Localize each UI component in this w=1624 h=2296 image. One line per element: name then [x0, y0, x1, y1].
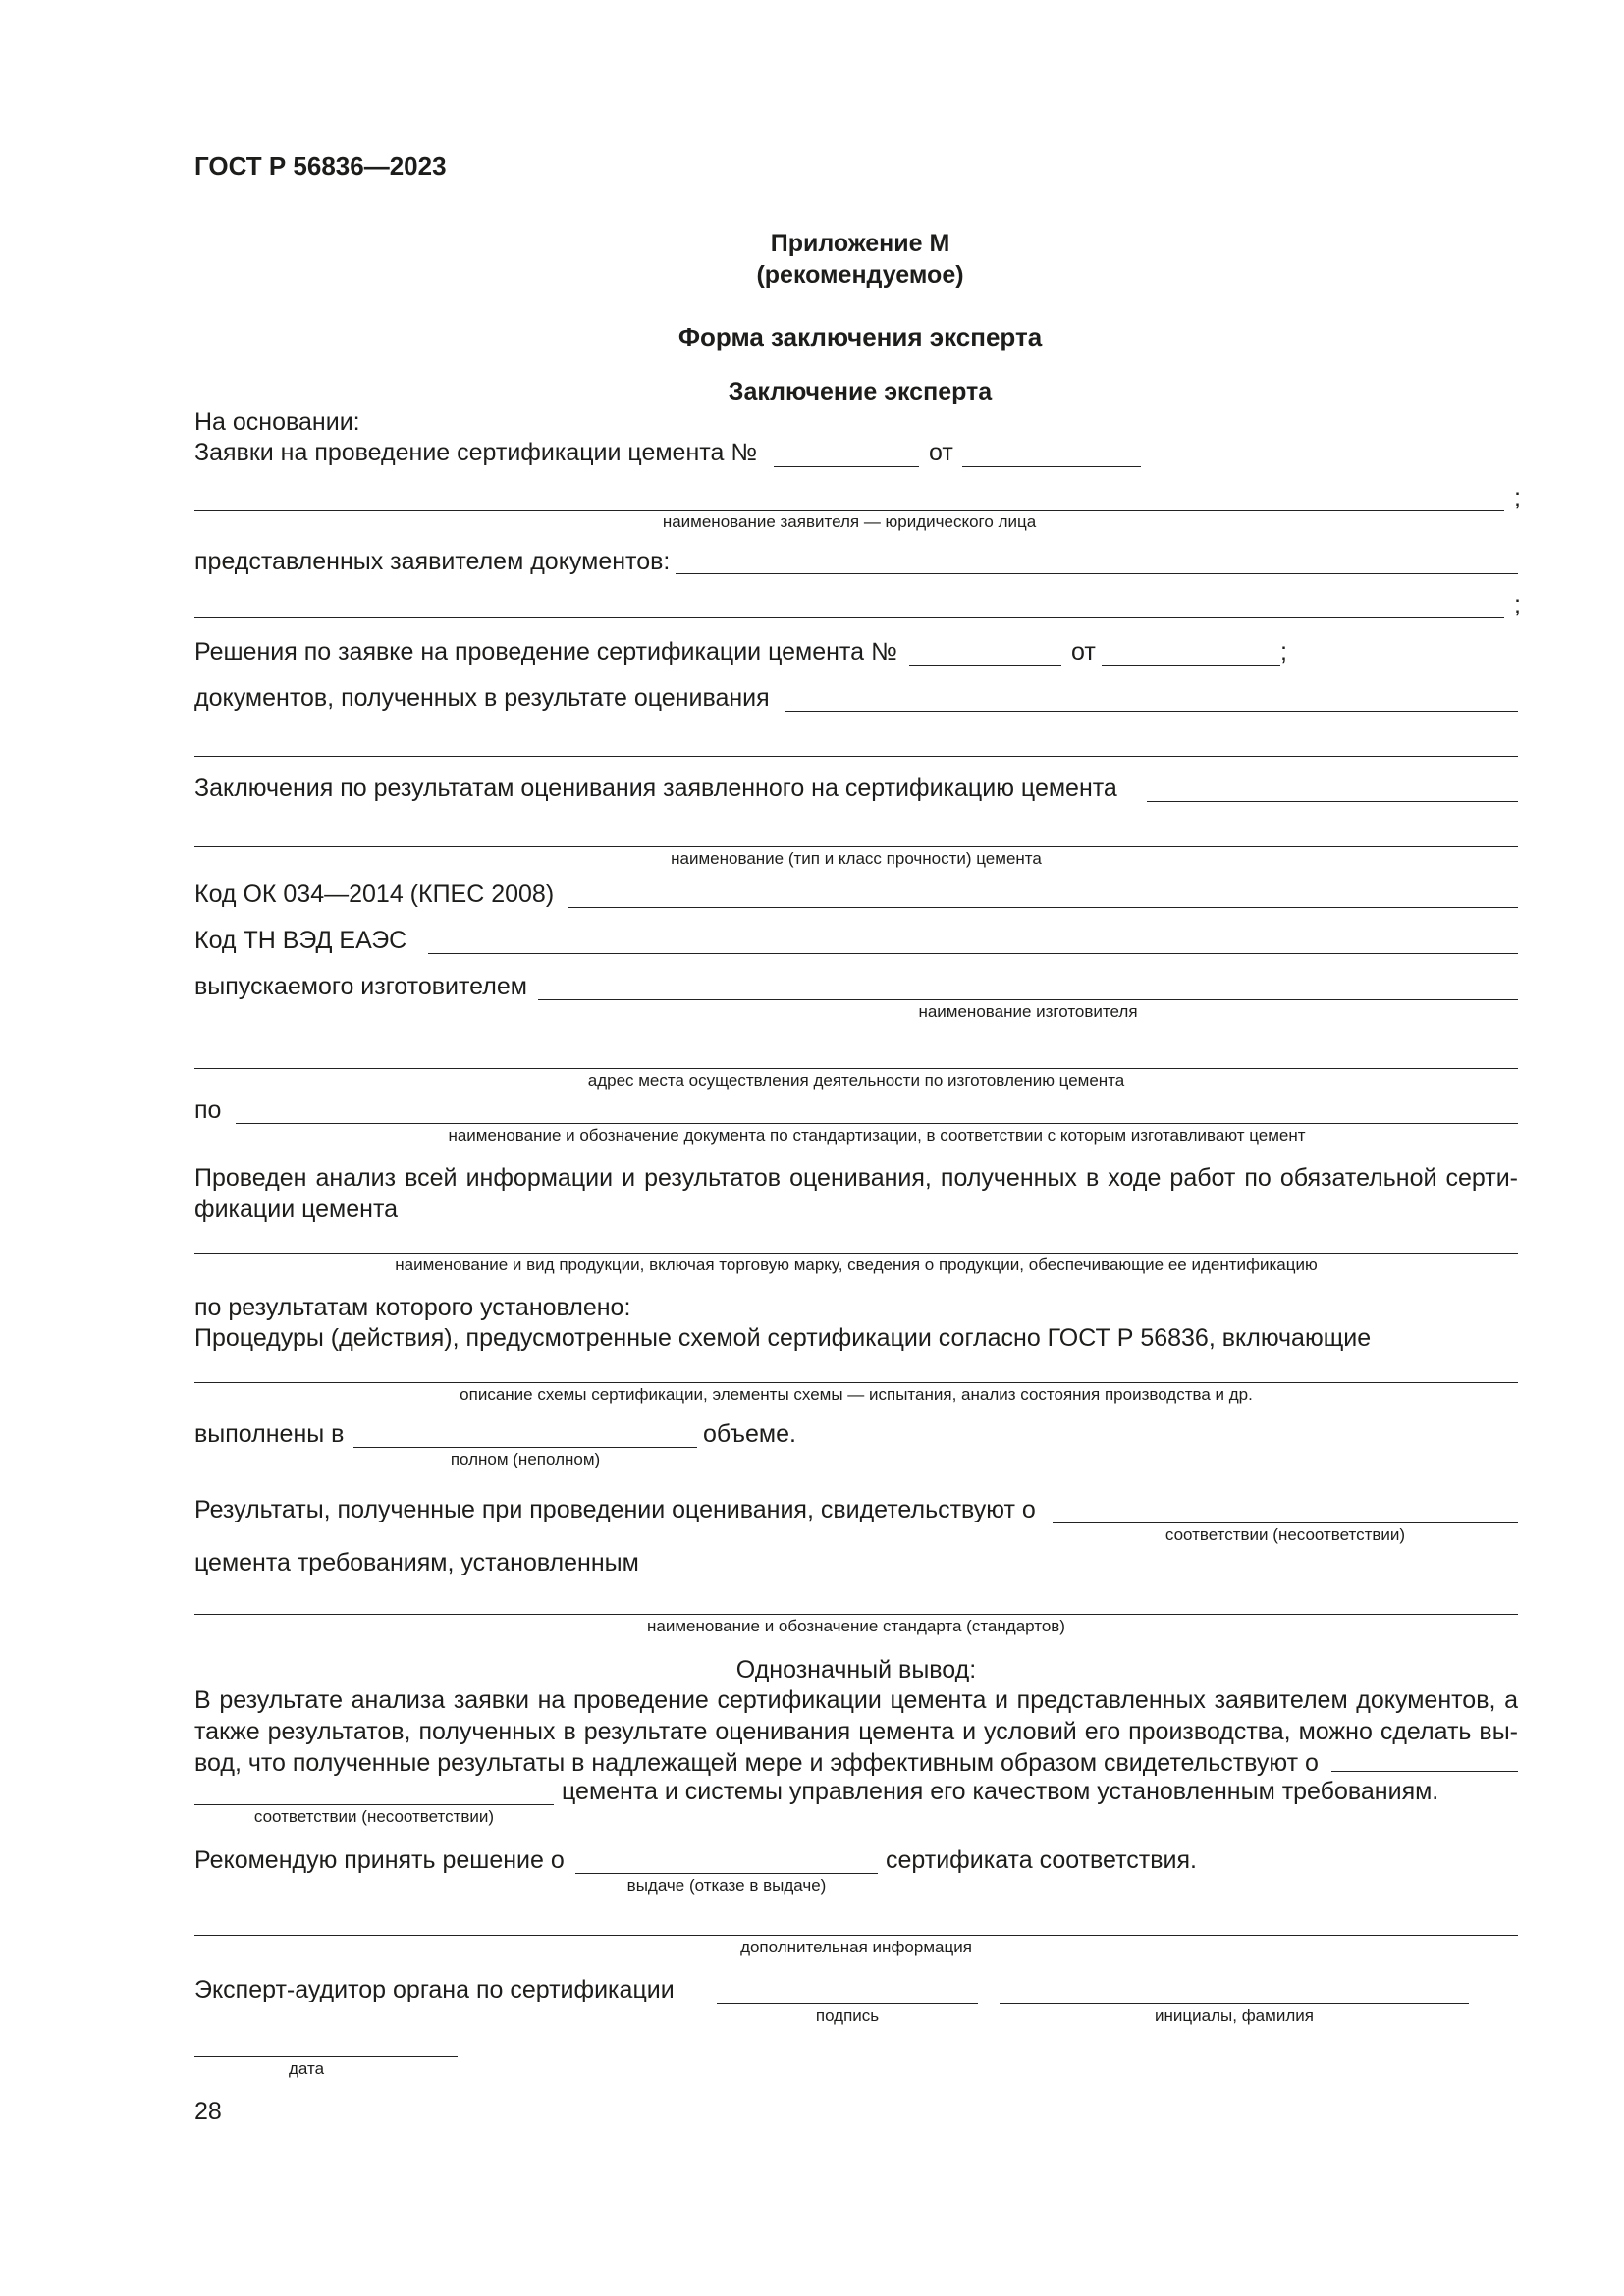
decision-from-label: от: [1071, 638, 1096, 666]
documents-field[interactable]: [676, 573, 1518, 574]
results-label: Результаты, полученные при проведении оценивания, свидетельствуют о: [194, 1496, 1036, 1523]
established-label: по результатам которого установлено:: [194, 1294, 631, 1321]
tnved-label: Код ТН ВЭД ЕАЭС: [194, 927, 407, 954]
basis-label: На основании:: [194, 408, 360, 436]
doc-title: Заключение эксперта: [728, 378, 993, 405]
appendix-title: Приложение М: [770, 230, 950, 257]
conclusions-field[interactable]: [1147, 801, 1518, 802]
volume-caption: полном (неполном): [450, 1450, 601, 1468]
manufacturer-field[interactable]: [538, 999, 1518, 1000]
form-title: Форма заключения эксперта: [677, 322, 1043, 351]
applicant-semicolon: ;: [1514, 484, 1521, 511]
tnved-field[interactable]: [428, 953, 1518, 954]
standards-field[interactable]: [194, 1614, 1518, 1615]
decision-label: Решения по заявке на проведение сертификации цемента №: [194, 638, 897, 666]
product-field[interactable]: [194, 1253, 1518, 1254]
product-caption: наименование и вид продукции, включая торговую марку, сведения о продукции, обеспечивающие ее идентификацию: [395, 1255, 1318, 1274]
page-number: 28: [194, 2098, 222, 2125]
scheme-caption: описание схемы сертификации, элементы схемы — испытания, анализ состояния производства и др.: [460, 1385, 1253, 1404]
by-label: по: [194, 1096, 222, 1124]
conformity-caption: соответствии (несоответствии): [1164, 1525, 1406, 1544]
documents-semicolon: ;: [1514, 591, 1521, 618]
conclusion-conformity-field[interactable]: [1331, 1771, 1518, 1772]
analysis-text: Проведен анализ всей информации и результатов оценивания, полученных в ходе работ по обязательной серти-фикации цемента: [194, 1164, 1518, 1223]
application-date-field[interactable]: [962, 466, 1141, 467]
performed-label: выполнены в: [194, 1420, 345, 1448]
application-from-label: от: [929, 439, 953, 466]
certificate-label: сертификата соответствия.: [886, 1846, 1197, 1874]
assessment-docs-field-2[interactable]: [194, 756, 1518, 757]
procedures-label: Процедуры (действия), предусмотренные схемой сертификации согласно ГОСТ Р 56836, включающие: [194, 1324, 1372, 1352]
standards-caption: наименование и обозначение стандарта (стандартов): [647, 1617, 1065, 1635]
conformity-field[interactable]: [1053, 1522, 1518, 1523]
assessment-docs-label: документов, полученных в результате оценивания: [194, 684, 770, 712]
standard-code: ГОСТ Р 56836—2023: [194, 151, 447, 181]
issue-caption: выдаче (отказе в выдаче): [626, 1876, 827, 1895]
additional-field[interactable]: [194, 1935, 1518, 1936]
cement-requirements-label: цемента требованиям, установленным: [194, 1549, 639, 1576]
issue-field[interactable]: [575, 1873, 878, 1874]
decision-end: ;: [1280, 638, 1287, 666]
additional-caption: дополнительная информация: [740, 1938, 972, 1956]
standard-doc-field[interactable]: [236, 1123, 1518, 1124]
date-field[interactable]: [194, 2056, 458, 2057]
initials-caption: инициалы, фамилия: [1155, 2006, 1314, 2025]
address-caption: адрес места осуществления деятельности по изготовлению цемента: [587, 1071, 1125, 1090]
decision-date-field[interactable]: [1102, 665, 1280, 666]
scheme-field[interactable]: [194, 1382, 1518, 1383]
initials-field[interactable]: [1000, 2003, 1469, 2004]
conclusion-heading: Однозначный вывод:: [735, 1656, 977, 1683]
application-number-field[interactable]: [774, 466, 919, 467]
cement-name-field[interactable]: [194, 846, 1518, 847]
conclusion-conformity-field-2[interactable]: [194, 1804, 554, 1805]
appendix-status: (рекомендуемое): [756, 261, 964, 289]
applicant-name-field[interactable]: [194, 510, 1504, 511]
cement-caption: наименование (тип и класс прочности) цемента: [671, 849, 1042, 868]
expert-label: Эксперт-аудитор органа по сертификации: [194, 1976, 675, 2003]
signature-field[interactable]: [717, 2003, 978, 2004]
conclusion-tail: цемента и системы управления его качеством установленным требованиям.: [562, 1778, 1439, 1805]
date-caption: дата: [288, 2059, 325, 2078]
standard-doc-caption: наименование и обозначение документа по стандартизации, в соответствии с которым изготавливают цемент: [448, 1126, 1306, 1145]
documents-field-2[interactable]: [194, 617, 1504, 618]
applicant-caption: наименование заявителя — юридического лица: [662, 512, 1037, 531]
documents-label: представленных заявителем документов:: [194, 548, 671, 575]
volume-label: объеме.: [703, 1420, 796, 1448]
manufacturer-caption: наименование изготовителя: [918, 1002, 1138, 1021]
okpd-field[interactable]: [568, 907, 1518, 908]
assessment-docs-field[interactable]: [785, 711, 1518, 712]
manufacturer-label: выпускаемого изготовителем: [194, 973, 527, 1000]
signature-caption: подпись: [815, 2006, 880, 2025]
volume-field[interactable]: [353, 1447, 697, 1448]
conclusion-text: [194, 1684, 1518, 1779]
application-label: Заявки на проведение сертификации цемента №: [194, 439, 758, 466]
address-field[interactable]: [194, 1068, 1518, 1069]
conclusions-label: Заключения по результатам оценивания заявленного на сертификацию цемента: [194, 774, 1117, 802]
conclusion-caption: соответствии (несоответствии): [253, 1807, 495, 1826]
conclusion-body: В результате анализа заявки на проведение сертификации цемента и представленных заявителем документов, а также результатов, полученных в результате оценивания цемента и условий его производства, можно сделать вы-вод, что полученные результаты в надлежащей мере и эффективным образом свидетельствуют о: [194, 1686, 1518, 1777]
recommend-label: Рекомендую принять решение о: [194, 1846, 565, 1874]
okpd-label: Код ОК 034—2014 (КПЕС 2008): [194, 881, 555, 908]
decision-number-field[interactable]: [909, 665, 1061, 666]
